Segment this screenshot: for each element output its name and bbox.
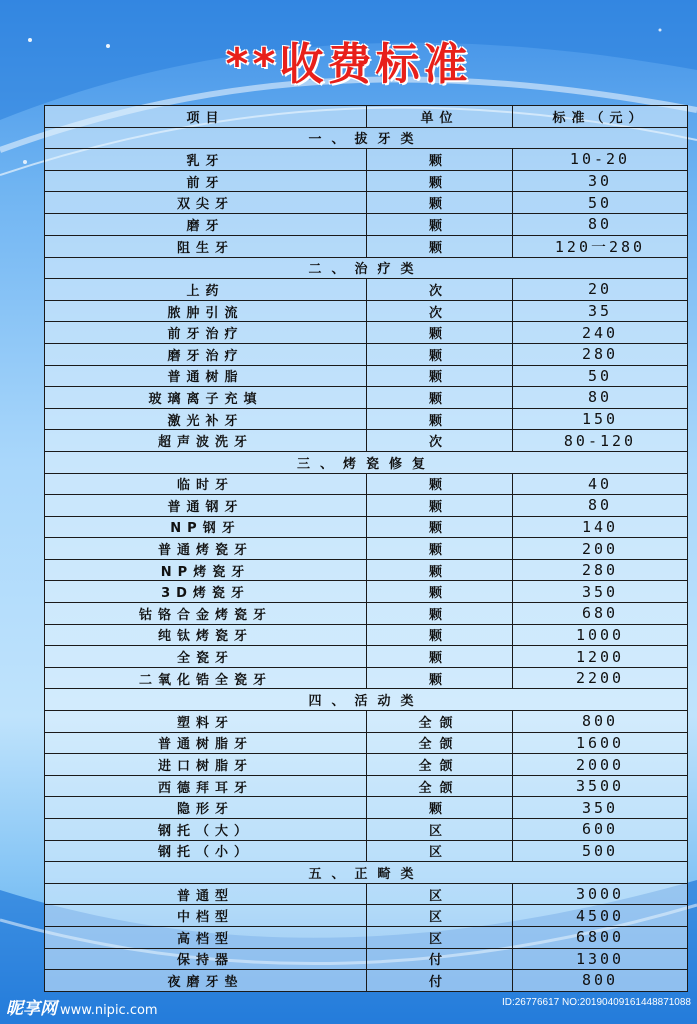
unit-cell: 颗 bbox=[367, 495, 513, 517]
item-cell: 上药 bbox=[45, 279, 367, 301]
price-cell: 80-120 bbox=[513, 430, 688, 452]
item-cell: 保持器 bbox=[45, 948, 367, 970]
price-cell: 280 bbox=[513, 559, 688, 581]
price-cell: 140 bbox=[513, 516, 688, 538]
section-title: 二、治疗类 bbox=[45, 257, 688, 279]
unit-cell: 颗 bbox=[367, 235, 513, 257]
table-row bbox=[45, 581, 688, 603]
item-cell: 阻生牙 bbox=[45, 235, 367, 257]
table-row bbox=[45, 213, 688, 235]
table-row bbox=[45, 365, 688, 387]
table-row bbox=[45, 559, 688, 581]
table-row bbox=[45, 322, 688, 344]
section-title: 五、正畸类 bbox=[45, 862, 688, 884]
unit-cell: 全颌 bbox=[367, 775, 513, 797]
table-row bbox=[45, 538, 688, 560]
unit-cell: 区 bbox=[367, 905, 513, 927]
price-cell: 680 bbox=[513, 603, 688, 625]
unit-cell: 颗 bbox=[367, 667, 513, 689]
price-cell: 10-20 bbox=[513, 149, 688, 171]
unit-cell: 颗 bbox=[367, 646, 513, 668]
table-row bbox=[45, 948, 688, 970]
item-cell: 高档型 bbox=[45, 926, 367, 948]
price-cell: 500 bbox=[513, 840, 688, 862]
item-cell: 普通型 bbox=[45, 883, 367, 905]
item-cell: NP钢牙 bbox=[45, 516, 367, 538]
item-cell: NP烤瓷牙 bbox=[45, 559, 367, 581]
item-cell: 双尖牙 bbox=[45, 192, 367, 214]
price-cell: 120一280 bbox=[513, 235, 688, 257]
price-cell: 350 bbox=[513, 797, 688, 819]
section-title: 四、活动类 bbox=[45, 689, 688, 711]
price-cell: 200 bbox=[513, 538, 688, 560]
item-cell: 磨牙治疗 bbox=[45, 343, 367, 365]
logo-url: www.nipic.com bbox=[60, 1003, 158, 1018]
item-cell: 超声波洗牙 bbox=[45, 430, 367, 452]
price-cell: 600 bbox=[513, 819, 688, 841]
price-cell: 800 bbox=[513, 970, 688, 992]
item-cell: 西德拜耳牙 bbox=[45, 775, 367, 797]
unit-cell: 颗 bbox=[367, 624, 513, 646]
price-cell: 800 bbox=[513, 711, 688, 733]
price-cell: 1200 bbox=[513, 646, 688, 668]
unit-cell: 全颌 bbox=[367, 711, 513, 733]
table-row bbox=[45, 170, 688, 192]
unit-cell: 区 bbox=[367, 819, 513, 841]
table-row bbox=[45, 646, 688, 668]
price-cell: 20 bbox=[513, 279, 688, 301]
table-row bbox=[45, 754, 688, 776]
price-cell: 4500 bbox=[513, 905, 688, 927]
unit-cell: 颗 bbox=[367, 192, 513, 214]
price-cell: 80 bbox=[513, 495, 688, 517]
price-cell: 6800 bbox=[513, 926, 688, 948]
table-row bbox=[45, 235, 688, 257]
item-cell: 普通钢牙 bbox=[45, 495, 367, 517]
table-row bbox=[45, 840, 688, 862]
table-row bbox=[45, 430, 688, 452]
price-cell: 3500 bbox=[513, 775, 688, 797]
unit-cell: 区 bbox=[367, 883, 513, 905]
table-row bbox=[45, 970, 688, 992]
table-row bbox=[45, 516, 688, 538]
section-row bbox=[45, 451, 688, 473]
price-cell: 40 bbox=[513, 473, 688, 495]
item-cell: 夜磨牙垫 bbox=[45, 970, 367, 992]
unit-cell: 次 bbox=[367, 430, 513, 452]
item-cell: 玻璃离子充填 bbox=[45, 387, 367, 409]
table-row bbox=[45, 711, 688, 733]
price-cell: 350 bbox=[513, 581, 688, 603]
unit-cell: 区 bbox=[367, 840, 513, 862]
header-standard: 标准（元） bbox=[513, 106, 688, 128]
unit-cell: 颗 bbox=[367, 213, 513, 235]
header-unit: 单位 bbox=[367, 106, 513, 128]
header-row bbox=[45, 106, 688, 128]
logo-text: 昵享网 bbox=[6, 999, 57, 1019]
price-cell: 80 bbox=[513, 213, 688, 235]
table-row bbox=[45, 905, 688, 927]
unit-cell: 颗 bbox=[367, 387, 513, 409]
item-cell: 二氧化锆全瓷牙 bbox=[45, 667, 367, 689]
section-title: 一、拔牙类 bbox=[45, 127, 688, 149]
unit-cell: 次 bbox=[367, 300, 513, 322]
price-cell: 80 bbox=[513, 387, 688, 409]
table-row bbox=[45, 603, 688, 625]
unit-cell: 颗 bbox=[367, 473, 513, 495]
item-cell: 激光补牙 bbox=[45, 408, 367, 430]
item-cell: 钴铬合金烤瓷牙 bbox=[45, 603, 367, 625]
fee-table bbox=[44, 105, 688, 992]
section-row bbox=[45, 689, 688, 711]
table-row bbox=[45, 149, 688, 171]
item-cell: 纯钛烤瓷牙 bbox=[45, 624, 367, 646]
unit-cell: 全颌 bbox=[367, 754, 513, 776]
item-cell: 3D烤瓷牙 bbox=[45, 581, 367, 603]
item-cell: 普通树脂 bbox=[45, 365, 367, 387]
page-title: **收费标准 bbox=[225, 39, 472, 90]
unit-cell: 颗 bbox=[367, 538, 513, 560]
price-cell: 3000 bbox=[513, 883, 688, 905]
item-cell: 乳牙 bbox=[45, 149, 367, 171]
table-row bbox=[45, 624, 688, 646]
unit-cell: 颗 bbox=[367, 516, 513, 538]
table-row bbox=[45, 408, 688, 430]
item-cell: 钢托（大） bbox=[45, 819, 367, 841]
unit-cell: 区 bbox=[367, 926, 513, 948]
item-cell: 塑料牙 bbox=[45, 711, 367, 733]
price-cell: 1600 bbox=[513, 732, 688, 754]
unit-cell: 颗 bbox=[367, 149, 513, 171]
table-row bbox=[45, 473, 688, 495]
section-row bbox=[45, 127, 688, 149]
item-cell: 进口树脂牙 bbox=[45, 754, 367, 776]
table-row bbox=[45, 300, 688, 322]
unit-cell: 颗 bbox=[367, 170, 513, 192]
unit-cell: 颗 bbox=[367, 559, 513, 581]
unit-cell: 颗 bbox=[367, 603, 513, 625]
table-row bbox=[45, 387, 688, 409]
table-row bbox=[45, 883, 688, 905]
table-row bbox=[45, 192, 688, 214]
item-cell: 中档型 bbox=[45, 905, 367, 927]
unit-cell: 颗 bbox=[367, 343, 513, 365]
section-title: 三、烤瓷修复 bbox=[45, 451, 688, 473]
item-cell: 磨牙 bbox=[45, 213, 367, 235]
image-id-watermark: ID:26776617 NO:20190409161448871088 bbox=[501, 997, 691, 1008]
unit-cell: 次 bbox=[367, 279, 513, 301]
price-cell: 1000 bbox=[513, 624, 688, 646]
section-row bbox=[45, 257, 688, 279]
price-cell: 30 bbox=[513, 170, 688, 192]
table-row bbox=[45, 667, 688, 689]
item-cell: 临时牙 bbox=[45, 473, 367, 495]
table-row bbox=[45, 732, 688, 754]
unit-cell: 颗 bbox=[367, 581, 513, 603]
price-cell: 2000 bbox=[513, 754, 688, 776]
item-cell: 脓肿引流 bbox=[45, 300, 367, 322]
price-cell: 1300 bbox=[513, 948, 688, 970]
item-cell: 前牙 bbox=[45, 170, 367, 192]
unit-cell: 付 bbox=[367, 948, 513, 970]
price-cell: 50 bbox=[513, 365, 688, 387]
price-cell: 2200 bbox=[513, 667, 688, 689]
item-cell: 前牙治疗 bbox=[45, 322, 367, 344]
item-cell: 钢托（小） bbox=[45, 840, 367, 862]
unit-cell: 颗 bbox=[367, 365, 513, 387]
unit-cell: 颗 bbox=[367, 408, 513, 430]
price-cell: 240 bbox=[513, 322, 688, 344]
fee-table-body bbox=[45, 106, 688, 992]
section-row bbox=[45, 862, 688, 884]
price-cell: 280 bbox=[513, 343, 688, 365]
table-row bbox=[45, 279, 688, 301]
table-row bbox=[45, 819, 688, 841]
table-row bbox=[45, 797, 688, 819]
table-row bbox=[45, 775, 688, 797]
price-cell: 150 bbox=[513, 408, 688, 430]
unit-cell: 颗 bbox=[367, 797, 513, 819]
item-cell: 普通烤瓷牙 bbox=[45, 538, 367, 560]
nipic-logo bbox=[6, 994, 158, 1019]
item-cell: 全瓷牙 bbox=[45, 646, 367, 668]
table-row bbox=[45, 495, 688, 517]
price-cell: 50 bbox=[513, 192, 688, 214]
item-cell: 普通树脂牙 bbox=[45, 732, 367, 754]
table-row bbox=[45, 926, 688, 948]
price-cell: 35 bbox=[513, 300, 688, 322]
unit-cell: 全颌 bbox=[367, 732, 513, 754]
unit-cell: 付 bbox=[367, 970, 513, 992]
item-cell: 隐形牙 bbox=[45, 797, 367, 819]
unit-cell: 颗 bbox=[367, 322, 513, 344]
table-row bbox=[45, 343, 688, 365]
header-item: 项目 bbox=[45, 106, 367, 128]
